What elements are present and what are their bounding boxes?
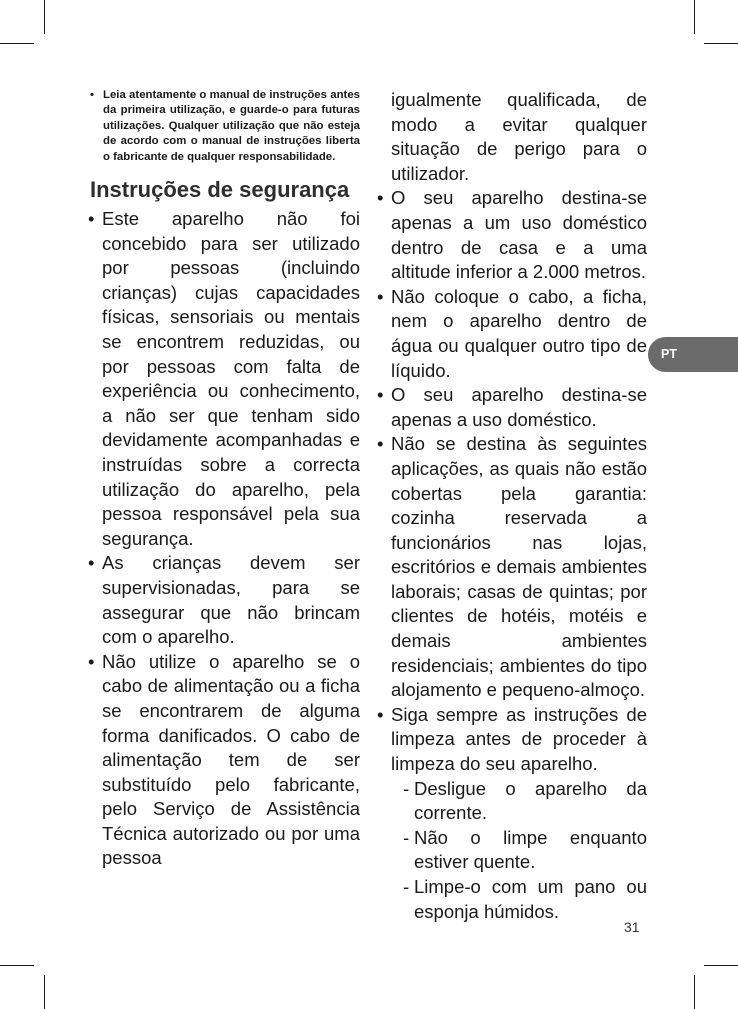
list-item <box>88 650 360 871</box>
intro-text: Leia atentamente o manual de instruções antes da primeira utilização, e guarde-o para futuras utilizações. Qualquer utilização que não esteja de acordo com o manual de instruções liberta o fabricante de qualquer responsabilidade. <box>103 89 360 163</box>
list-item <box>377 186 647 284</box>
sub-list-item <box>391 826 647 875</box>
sub-list-item-text: Desligue o aparelho da corrente. <box>414 777 647 824</box>
list-item-text: Este aparelho não foi concebido para ser utilizado por pessoas (incluindo crianças) cujas capacidades físicas, sensoriais ou mentais se encontrem reduzidas, ou por pessoas com falta de experiência ou conhecimento, a não ser que tenham sido devidamente acompanhadas e instruídas sobre a correcta utilização do aparelho, pela pessoa responsável pela sua segurança. <box>102 208 360 549</box>
dash-icon: - <box>403 826 410 848</box>
left-column <box>88 88 360 871</box>
bullet-icon: • <box>377 384 384 406</box>
bullet-icon: • <box>88 208 95 230</box>
dash-icon: - <box>403 876 410 897</box>
list-item <box>377 285 647 383</box>
page-number: 31 <box>624 919 640 935</box>
list-item <box>377 383 647 432</box>
list-item-text: O seu aparelho destina-se apenas a um uso doméstico dentro de casa e a uma altitude inferior a 2.000 metros. <box>391 187 647 283</box>
list-item-text: Não se destina às seguintes aplicações, as quais não estão cobertas pela garantia: cozinha reservada a funcionários nas lojas, escritórios e demais ambientes laborais; casas de quintas; por clientes de hotéis, motéis e demais ambientes residenciais; ambientes do tipo alojamento e pequeno-almoço. <box>391 433 647 701</box>
cleaning-steps <box>391 777 647 925</box>
list-item-text: Não coloque o cabo, a ficha, nem o aparelho dentro de água ou qualquer outro tipo de líquido. <box>391 285 647 381</box>
sub-list-item-text: Não o limpe enquanto estiver quente. <box>414 826 647 873</box>
list-item-text: O seu aparelho destina-se apenas a uso doméstico. <box>391 384 647 430</box>
bullet-icon: • <box>377 433 384 455</box>
bullet-icon: • <box>377 187 384 209</box>
crop-mark <box>704 43 738 44</box>
safety-list-left <box>88 207 360 871</box>
list-item-text: igualmente qualificada, de modo a evitar qualquer situação de perigo para o utilizador. <box>391 89 647 184</box>
bullet-icon: • <box>377 703 384 725</box>
list-item <box>88 207 360 551</box>
list-item-text: Não utilize o aparelho se o cabo de alimentação ou a ficha se encontrarem de alguma forma danificados. O cabo de alimentação tem de ser substituído pelo fabricante, pelo Serviço de Assistência Técnica autorizado ou por uma pessoa <box>102 650 360 869</box>
list-item <box>377 703 647 924</box>
list-item <box>88 551 360 649</box>
list-item-continuation <box>377 88 647 186</box>
bullet-icon: • <box>90 89 94 101</box>
intro-note <box>88 88 360 165</box>
sub-list-item <box>391 777 647 826</box>
bullet-icon: • <box>88 650 95 672</box>
sub-list-item <box>391 875 647 924</box>
bullet-icon: • <box>88 552 95 574</box>
list-item-text: Siga sempre as instruções de limpeza antes de proceder à limpeza do seu aparelho. <box>391 703 647 775</box>
sub-list-item-text: Limpe-o com um pano ou esponja húmidos. <box>414 876 647 922</box>
right-column <box>377 88 647 924</box>
crop-mark <box>704 965 738 966</box>
crop-mark <box>0 965 34 966</box>
dash-icon: - <box>403 777 410 799</box>
list-item <box>377 432 647 703</box>
language-tab: PT <box>648 337 738 372</box>
list-item-text: As crianças devem ser supervisionadas, para se assegurar que não brincam com o aparelho. <box>102 552 360 648</box>
crop-mark <box>694 975 695 1009</box>
safety-list-right <box>377 88 647 924</box>
bullet-icon: • <box>377 285 384 307</box>
crop-mark <box>44 975 45 1009</box>
crop-mark <box>694 0 695 34</box>
crop-mark <box>44 0 45 34</box>
crop-mark <box>0 43 34 44</box>
section-heading: Instruções de segurança <box>90 177 350 203</box>
